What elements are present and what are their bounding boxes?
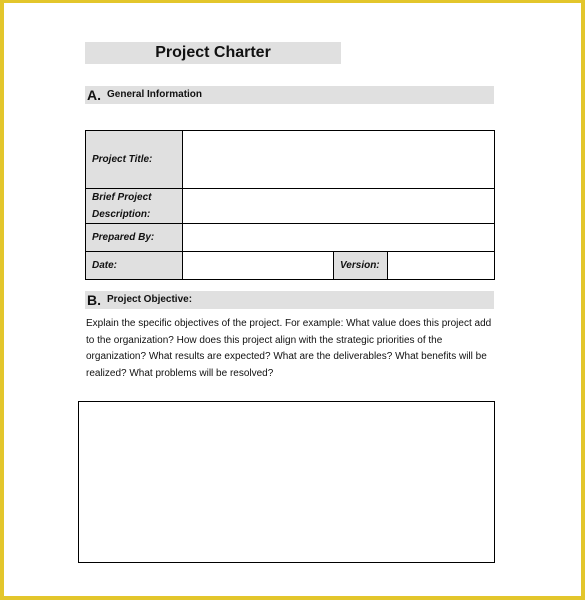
section-a-label: General Information [107, 89, 203, 100]
prepared-by-label: Prepared By: [86, 224, 183, 252]
version-field[interactable] [388, 252, 495, 280]
section-b-label: Project Objective: [107, 294, 193, 305]
section-b-letter: B. [87, 292, 101, 308]
document-page [4, 3, 581, 596]
brief-description-field[interactable] [183, 189, 495, 224]
table-row [86, 252, 495, 280]
section-b-header [85, 291, 494, 309]
table-row [86, 224, 495, 252]
page-title: Project Charter [85, 42, 341, 64]
date-label: Date: [86, 252, 183, 280]
project-title-field[interactable] [183, 131, 495, 189]
project-title-label: Project Title: [86, 131, 183, 189]
objective-answer-box[interactable] [78, 401, 495, 563]
brief-description-label-line2: Description: [92, 209, 151, 220]
version-label: Version: [334, 252, 388, 280]
section-a-letter: A. [87, 87, 101, 103]
section-a-header [85, 86, 494, 104]
brief-description-label [86, 189, 183, 224]
objective-instructions: Explain the specific objectives of the project. For example: What value does this project add to the organization? How does this project align with the strategic priorities of the organization? What results are expected? What are the deliverables? What benefits will be realized? What problems will be resolved? [86, 318, 492, 379]
prepared-by-field[interactable] [183, 224, 495, 252]
general-info-table [85, 130, 495, 280]
brief-description-label-line1: Brief Project [92, 192, 152, 203]
date-field[interactable] [183, 252, 334, 280]
table-row [86, 131, 495, 189]
table-row [86, 189, 495, 224]
